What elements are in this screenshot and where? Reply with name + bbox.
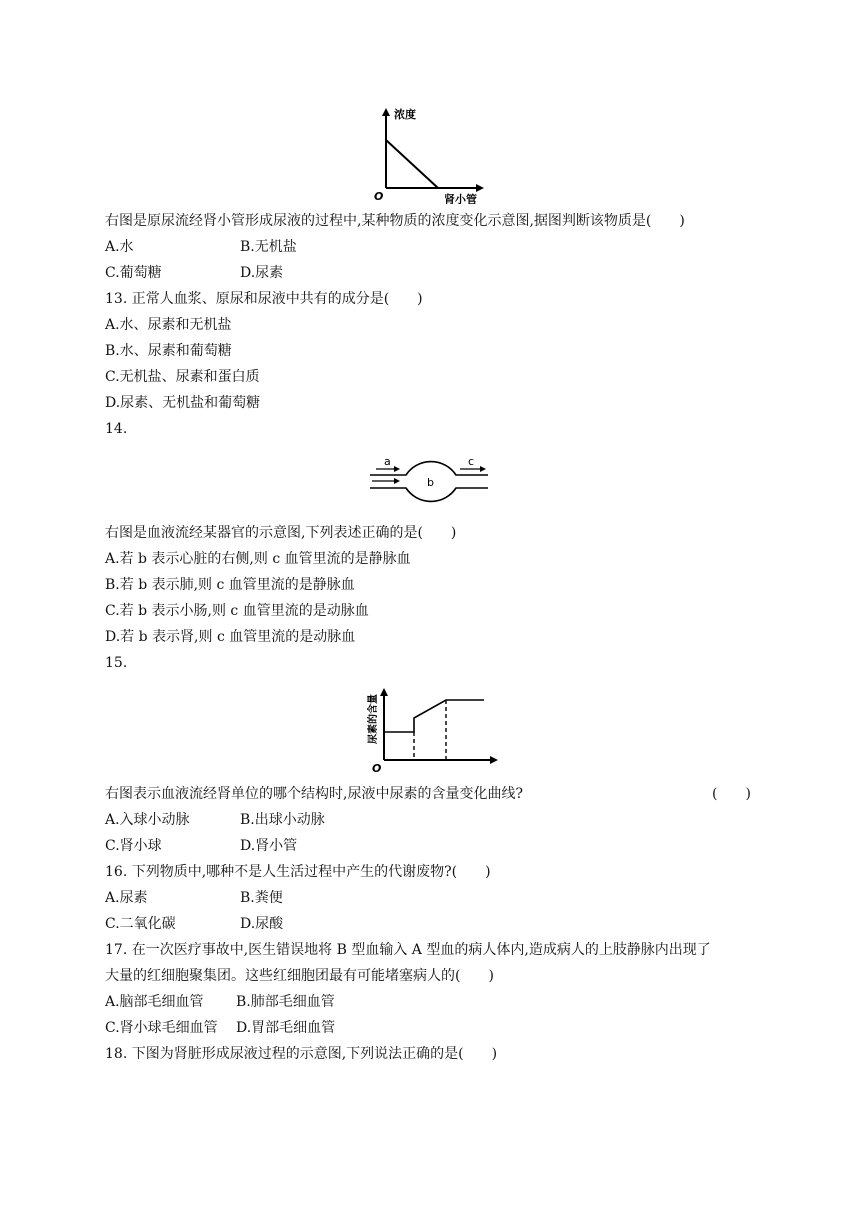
q15-option-b[interactable]: B.出球小动脉	[240, 812, 325, 828]
q16-option-a[interactable]: A.尿素	[105, 890, 148, 906]
q14-number: 14.	[105, 421, 128, 437]
urea-y-label: 尿素的含量	[368, 694, 379, 744]
graph-x-label: 肾小管	[444, 193, 477, 204]
q14-option-d[interactable]: D.若 b 表示肾,则 c 血管里流的是动脉血	[105, 629, 356, 645]
q15-option-d[interactable]: D.肾小管	[240, 838, 298, 854]
q13-stem: 13. 正常人血浆、原尿和尿液中共有的成分是( )	[105, 291, 423, 307]
q17-option-c[interactable]: C.肾小球毛细血管	[105, 1020, 218, 1036]
urea-curve	[384, 700, 484, 732]
label-c: c	[468, 455, 475, 468]
q15-option-a[interactable]: A.入球小动脉	[105, 812, 190, 828]
q15-number: 15.	[105, 655, 128, 671]
label-a: a	[384, 455, 391, 468]
q14-stem: 右图是血液流经某器官的示意图,下列表述正确的是( )	[105, 525, 457, 541]
graph-origin: O	[374, 190, 384, 203]
blood-flow-diagram	[368, 450, 492, 512]
q17-option-a[interactable]: A.脑部毛细血管	[105, 994, 204, 1010]
q16-option-c[interactable]: C.二氧化碳	[105, 916, 176, 932]
q13-option-c[interactable]: C.无机盐、尿素和蛋白质	[105, 369, 260, 385]
q16-stem: 16. 下列物质中,哪种不是人生活过程中产生的代谢废物?( )	[105, 864, 491, 880]
q15-stem: 右图表示血液流经肾单位的哪个结构时,尿液中尿素的含量变化曲线?	[105, 786, 523, 802]
urea-origin: O	[372, 762, 382, 775]
graph-y-label: 浓度	[394, 108, 416, 121]
q13-option-b[interactable]: B.水、尿素和葡萄糖	[105, 343, 232, 359]
q17-stem-line1: 17. 在一次医疗事故中,医生错误地将 B 型血输入 A 型血的病人体内,造成病人的上肢静脉内出现了	[105, 942, 711, 958]
q13-option-a[interactable]: A.水、尿素和无机盐	[105, 317, 232, 333]
q18-stem: 18. 下图为肾脏形成尿液过程的示意图,下列说法正确的是( )	[105, 1046, 498, 1062]
q17-option-d[interactable]: D.胃部毛细血管	[236, 1020, 336, 1036]
q14-option-a[interactable]: A.若 b 表示心脏的右侧,则 c 血管里流的是静脉血	[105, 551, 411, 567]
q12-option-d[interactable]: D.尿素	[240, 265, 284, 281]
q12-option-b[interactable]: B.无机盐	[240, 239, 297, 255]
q16-option-d[interactable]: D.尿酸	[240, 916, 284, 932]
q12-option-c[interactable]: C.葡萄糖	[105, 265, 162, 281]
q17-stem-line2: 大量的红细胞聚集团。这些红细胞团最有可能堵塞病人的( )	[105, 968, 494, 984]
q14-option-b[interactable]: B.若 b 表示肺,则 c 血管里流的是静脉血	[105, 577, 355, 593]
q15-option-c[interactable]: C.肾小球	[105, 838, 162, 854]
urea-graph	[362, 684, 502, 776]
q14-option-c[interactable]: C.若 b 表示小肠,则 c 血管里流的是动脉血	[105, 603, 369, 619]
q13-option-d[interactable]: D.尿素、无机盐和葡萄糖	[105, 395, 261, 411]
q12-stem: 右图是原尿流经肾小管形成尿液的过程中,某种物质的浓度变化示意图,据图判断该物质是( )	[105, 213, 685, 229]
q17-option-b[interactable]: B.肺部毛细血管	[236, 994, 335, 1010]
q16-option-b[interactable]: B.粪便	[240, 890, 283, 906]
q15-paren: ( )	[712, 786, 751, 802]
label-b: b	[427, 476, 434, 489]
concentration-line	[386, 140, 438, 188]
concentration-graph	[368, 104, 488, 204]
q12-option-a[interactable]: A.水	[105, 239, 134, 255]
